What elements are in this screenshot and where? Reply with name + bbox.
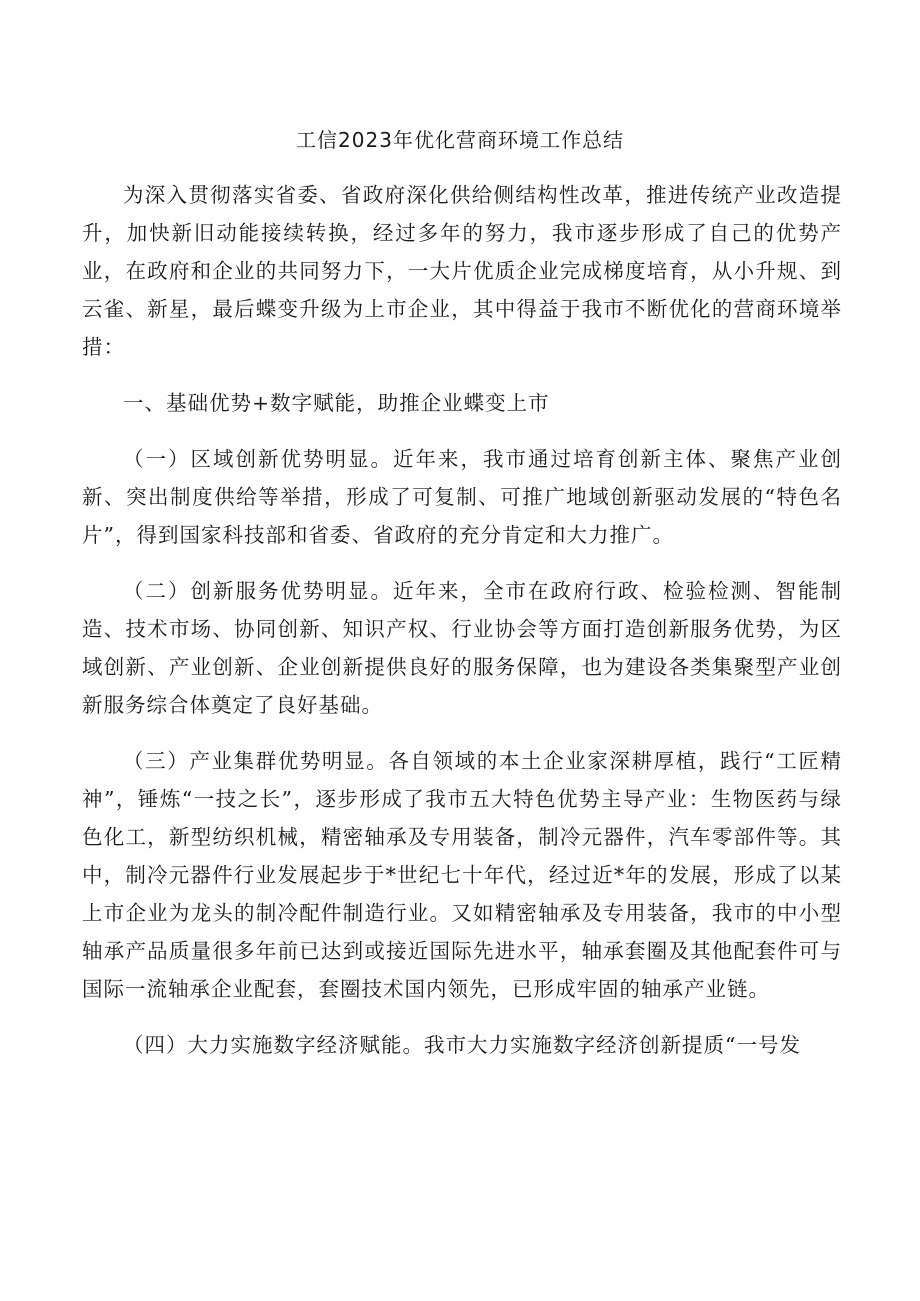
document-body	[82, 176, 842, 1064]
paragraph-digital-economy: （四）大力实施数字经济赋能。我市大力实施数字经济创新提质“一号发	[123, 1033, 801, 1057]
paragraph-innovation-services: （二）创新服务优势明显。近年来，全市在政府行政、检验检测、智能制造、技术市场、协同创新、知识产权、行业协会等方面打造创新服务优势，为区域创新、产业创新、企业创新提供良好的服务保障，也为建设各类集聚型产业创新服务综合体奠定了良好基础。	[82, 579, 842, 717]
paragraph-industry-clusters: （三）产业集群优势明显。各自领域的本土企业家深耕厚植，践行“工匠精神”，锤炼“一技之长”，逐步形成了我市五大特色优势主导产业：生物医药与绿色化工，新型纺织机械，精密轴承及专用装备，制冷元器件，汽车零部件等。其中，制冷元器件行业发展起步于*世纪七十年代，经过近*年的发展，形成了以某上市企业为龙头的制冷配件制造行业。又如精密轴承及专用装备，我市的中小型轴承产品质量很多年前已达到或接近国际先进水平，轴承套圈及其他配套件可与国际一流轴承企业配套，套圈技术国内领先，已形成牢固的轴承产业链。	[82, 749, 842, 1001]
document-title: 工信2023年优化营商环境工作总结	[296, 128, 624, 152]
section-heading: 一、基础优势+数字赋能，助推企业蝶变上市	[123, 391, 550, 415]
paragraph-regional-innovation: （一）区域创新优势明显。近年来，我市通过培育创新主体、聚焦产业创新、突出制度供给等举措，形成了可复制、可推广地域创新驱动发展的“特色名片”，得到国家科技部和省委、省政府的充分肯定和大力推广。	[82, 447, 842, 547]
intro-paragraph: 为深入贯彻落实省委、省政府深化供给侧结构性改革，推进传统产业改造提升，加快新旧动能接续转换，经过多年的努力，我市逐步形成了自己的优势产业，在政府和企业的共同努力下，一大片优质企业完成梯度培育，从小升规、到云雀、新星，最后蝶变升级为上市企业，其中得益于我市不断优化的营商环境举措：	[82, 183, 842, 359]
